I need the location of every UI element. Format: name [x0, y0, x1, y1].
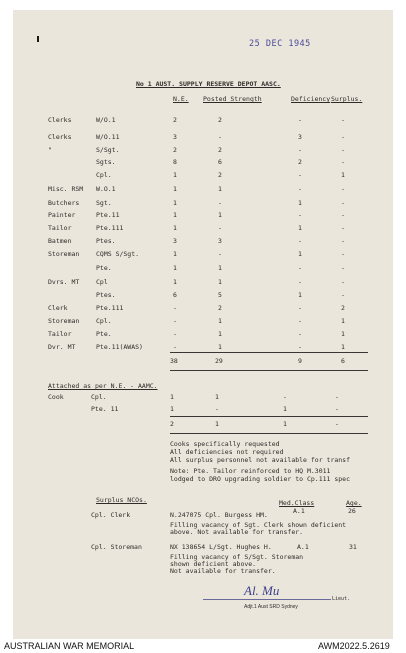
posted-cell: - [218, 224, 222, 232]
trade-cell: Tailor [48, 224, 72, 232]
trade-cell: Butchers [48, 199, 80, 207]
deficiency-cell: 2 [298, 158, 302, 166]
header-2: Deficiency [291, 95, 331, 103]
rank-cell: Ptes. [96, 237, 116, 245]
rank-cell: W/O.1 [96, 116, 116, 124]
surplus-age: 31 [349, 543, 357, 551]
posted-cell: 2 [218, 146, 222, 154]
posted-cell: - [218, 133, 222, 141]
signature-rank: Lieut. [332, 596, 351, 602]
header-3: Surplus. [331, 95, 363, 103]
footer-left: AUSTRALIAN WAR MEMORIAL [4, 641, 135, 651]
surplus-note: Filling vacancy of S/Sgt. Storeman [170, 553, 304, 561]
surplus-heading: Surplus NCOs. [96, 496, 147, 504]
trade-cell: Storeman [48, 250, 80, 258]
trade-cell: Misc. RSM [48, 185, 84, 193]
deficiency-cell: 1 [298, 291, 302, 299]
surplus-cell: 1 [341, 343, 345, 351]
posted-cell: 6 [218, 158, 222, 166]
age-header: Age. [346, 499, 362, 507]
rank-cell: W.O.1 [96, 185, 116, 193]
posted-cell: 1 [218, 330, 222, 338]
deficiency-cell: - [298, 185, 302, 193]
ne-cell: 2 [173, 116, 177, 124]
note-line: lodged to DRO upgrading soldier to Cp.111 spec [170, 475, 351, 483]
surplus-cell: - [341, 199, 345, 207]
posted-cell: 1 [218, 264, 222, 272]
trade-cell: Dvr. MT [48, 343, 76, 351]
header-0: N.E. [173, 95, 189, 103]
surplus-cell: - [341, 237, 345, 245]
surplus-cell: 2 [341, 304, 345, 312]
ne-cell: 3 [173, 237, 177, 245]
posted-cell: 2 [218, 304, 222, 312]
attached-total-surplus: - [335, 420, 339, 428]
surplus-cell: - [341, 250, 345, 258]
trade-cell: Painter [48, 211, 76, 219]
ne-cell: 6 [173, 291, 177, 299]
deficiency-cell: - [298, 330, 302, 338]
surplus-cell: - [341, 185, 345, 193]
surplus-rank: Cpl. Clerk [91, 511, 131, 519]
surplus-cell: - [341, 224, 345, 232]
deficiency-cell: 3 [298, 133, 302, 141]
posted-cell: 3 [218, 237, 222, 245]
deficiency-cell: - [283, 393, 287, 401]
med-class-sub: A.1 [293, 507, 305, 515]
posted-cell: 2 [218, 116, 222, 124]
posted-cell: - [218, 199, 222, 207]
total-ne: 38 [170, 357, 178, 365]
rank-cell: Cpl. [96, 171, 112, 179]
med-class-header: Med.Class [279, 499, 315, 507]
surplus-cell: - [335, 405, 339, 413]
ne-cell: 1 [173, 211, 177, 219]
surplus-cell: - [335, 393, 339, 401]
surplus-cell: - [341, 291, 345, 299]
note-line: Note: Pte. Tailor reinforced to HQ M.3011 [170, 467, 331, 475]
ne-cell: - [173, 343, 177, 351]
ne-cell: - [173, 304, 177, 312]
posted-cell: 1 [218, 343, 222, 351]
trade-cell: Tailor [48, 330, 72, 338]
surplus-name: NX 138654 L/Sgt. Hughes H. [170, 543, 272, 551]
surplus-note: above. Not available for transfer. [170, 528, 304, 536]
posted-cell: 1 [218, 185, 222, 193]
deficiency-cell: - [298, 146, 302, 154]
rank-cell: Pte.111 [96, 224, 124, 232]
attached-total-posted: 1 [215, 420, 219, 428]
ne-cell: - [173, 330, 177, 338]
trade-cell: Clerks [48, 116, 72, 124]
rank-cell: Pte.11(AWAS) [96, 343, 143, 351]
ne-cell: 1 [173, 264, 177, 272]
deficiency-cell: - [298, 264, 302, 272]
surplus-cell: - [341, 211, 345, 219]
surplus-cell: - [341, 278, 345, 286]
total-deficiency: 9 [298, 357, 302, 365]
rank-cell: Cpl. [96, 317, 112, 325]
total-surplus: 6 [341, 357, 345, 365]
rank-cell: Pte. 11 [91, 405, 119, 413]
surplus-cell: - [341, 158, 345, 166]
trade-cell: Dvrs. MT [48, 278, 80, 286]
footer-right: AWM2022.5.2619 [318, 641, 390, 651]
rank-cell: Cpl [96, 278, 108, 286]
header-1: Posted Strength [203, 95, 262, 103]
note-line: Cooks specifically requested [170, 440, 280, 448]
deficiency-cell: - [298, 317, 302, 325]
posted-cell: 1 [218, 278, 222, 286]
surplus-rank: Cpl. Storeman [91, 543, 142, 551]
deficiency-cell: 1 [298, 250, 302, 258]
posted-cell: - [215, 405, 219, 413]
rank-cell: Pte. [96, 330, 112, 338]
deficiency-cell: - [298, 171, 302, 179]
total-rule-top [170, 352, 368, 353]
trade-cell: Storeman [48, 317, 80, 325]
attached-rule-top [170, 416, 368, 417]
deficiency-cell: - [298, 237, 302, 245]
rank-cell: Cpl. [91, 393, 107, 401]
rank-cell: Pte.111 [96, 304, 124, 312]
posted-cell: 5 [218, 291, 222, 299]
rank-cell: Pte. [96, 264, 112, 272]
deficiency-cell: - [298, 211, 302, 219]
signature-line [203, 599, 331, 600]
surplus-cell: 1 [341, 171, 345, 179]
ne-cell: 1 [173, 199, 177, 207]
posted-cell: 1 [215, 393, 219, 401]
footer-bar [0, 639, 406, 653]
surplus-name: N.247075 Cpl. Burgess HM. [170, 511, 268, 519]
attached-rule-bottom [170, 433, 368, 434]
surplus-med: A.1 [297, 543, 309, 551]
ne-cell: 3 [173, 133, 177, 141]
ne-cell: 1 [173, 171, 177, 179]
ne-cell: 1 [170, 393, 174, 401]
surplus-cell: 1 [341, 330, 345, 338]
surplus-note: Not available for transfer. [170, 567, 276, 575]
trade-cell: Cook [48, 393, 64, 401]
deficiency-cell: - [298, 116, 302, 124]
document-page [13, 10, 393, 640]
surplus-cell: - [341, 146, 345, 154]
deficiency-cell: 1 [283, 405, 287, 413]
posted-cell: 2 [218, 171, 222, 179]
attached-total-deficiency: 1 [283, 420, 287, 428]
rank-cell: CQMS S/Sgt. [96, 250, 140, 258]
note-line: All surplus personnel not available for transf [170, 456, 351, 464]
ne-cell: 1 [173, 185, 177, 193]
rank-cell: S/Sgt. [96, 146, 120, 154]
rank-cell: Pte.11 [96, 211, 120, 219]
trade-cell: " [48, 146, 52, 154]
posted-cell: 1 [218, 211, 222, 219]
signature-title: Adjt.1 Aust SRD Sydney [244, 604, 298, 610]
ne-cell: 1 [173, 278, 177, 286]
surplus-cell: - [341, 264, 345, 272]
surplus-cell: 1 [341, 317, 345, 325]
ne-cell: 8 [173, 158, 177, 166]
surplus-cell: - [341, 133, 345, 141]
deficiency-cell: 1 [298, 199, 302, 207]
total-rule-bottom [170, 370, 368, 371]
surplus-note: shown deficient above. [170, 560, 257, 568]
deficiency-cell: 1 [298, 224, 302, 232]
date-stamp: 25 DEC 1945 [249, 39, 311, 49]
surplus-cell: - [341, 116, 345, 124]
signature: Al. Mu [244, 583, 280, 598]
rank-cell: Sgt. [96, 199, 112, 207]
trade-cell: Batmen [48, 237, 72, 245]
attached-heading: Attached as per N.E. - AAMC. [48, 382, 158, 390]
posted-cell: 1 [218, 317, 222, 325]
document-title: No 1 AUST. SUPPLY RESERVE DEPOT AASC. [136, 80, 281, 88]
ne-cell: 1 [170, 405, 174, 413]
age-sub: 26 [348, 507, 356, 515]
ne-cell: 2 [173, 146, 177, 154]
trade-cell: Clerks [48, 133, 72, 141]
deficiency-cell: - [298, 304, 302, 312]
total-posted: 29 [215, 357, 223, 365]
ink-mark [37, 36, 39, 42]
ne-cell: 1 [173, 250, 177, 258]
rank-cell: W/O.11 [96, 133, 120, 141]
posted-cell: - [218, 250, 222, 258]
attached-total-ne: 2 [170, 420, 174, 428]
rank-cell: Sgts. [96, 158, 116, 166]
trade-cell: Clerk [48, 304, 68, 312]
ne-cell: 1 [173, 224, 177, 232]
deficiency-cell: - [298, 278, 302, 286]
deficiency-cell: - [298, 343, 302, 351]
note-line: All deficiencies not required [170, 448, 284, 456]
surplus-note: Filling vacancy of Sgt. Clerk shown deficient [170, 521, 347, 529]
rank-cell: Ptes. [96, 291, 116, 299]
ne-cell: - [173, 317, 177, 325]
